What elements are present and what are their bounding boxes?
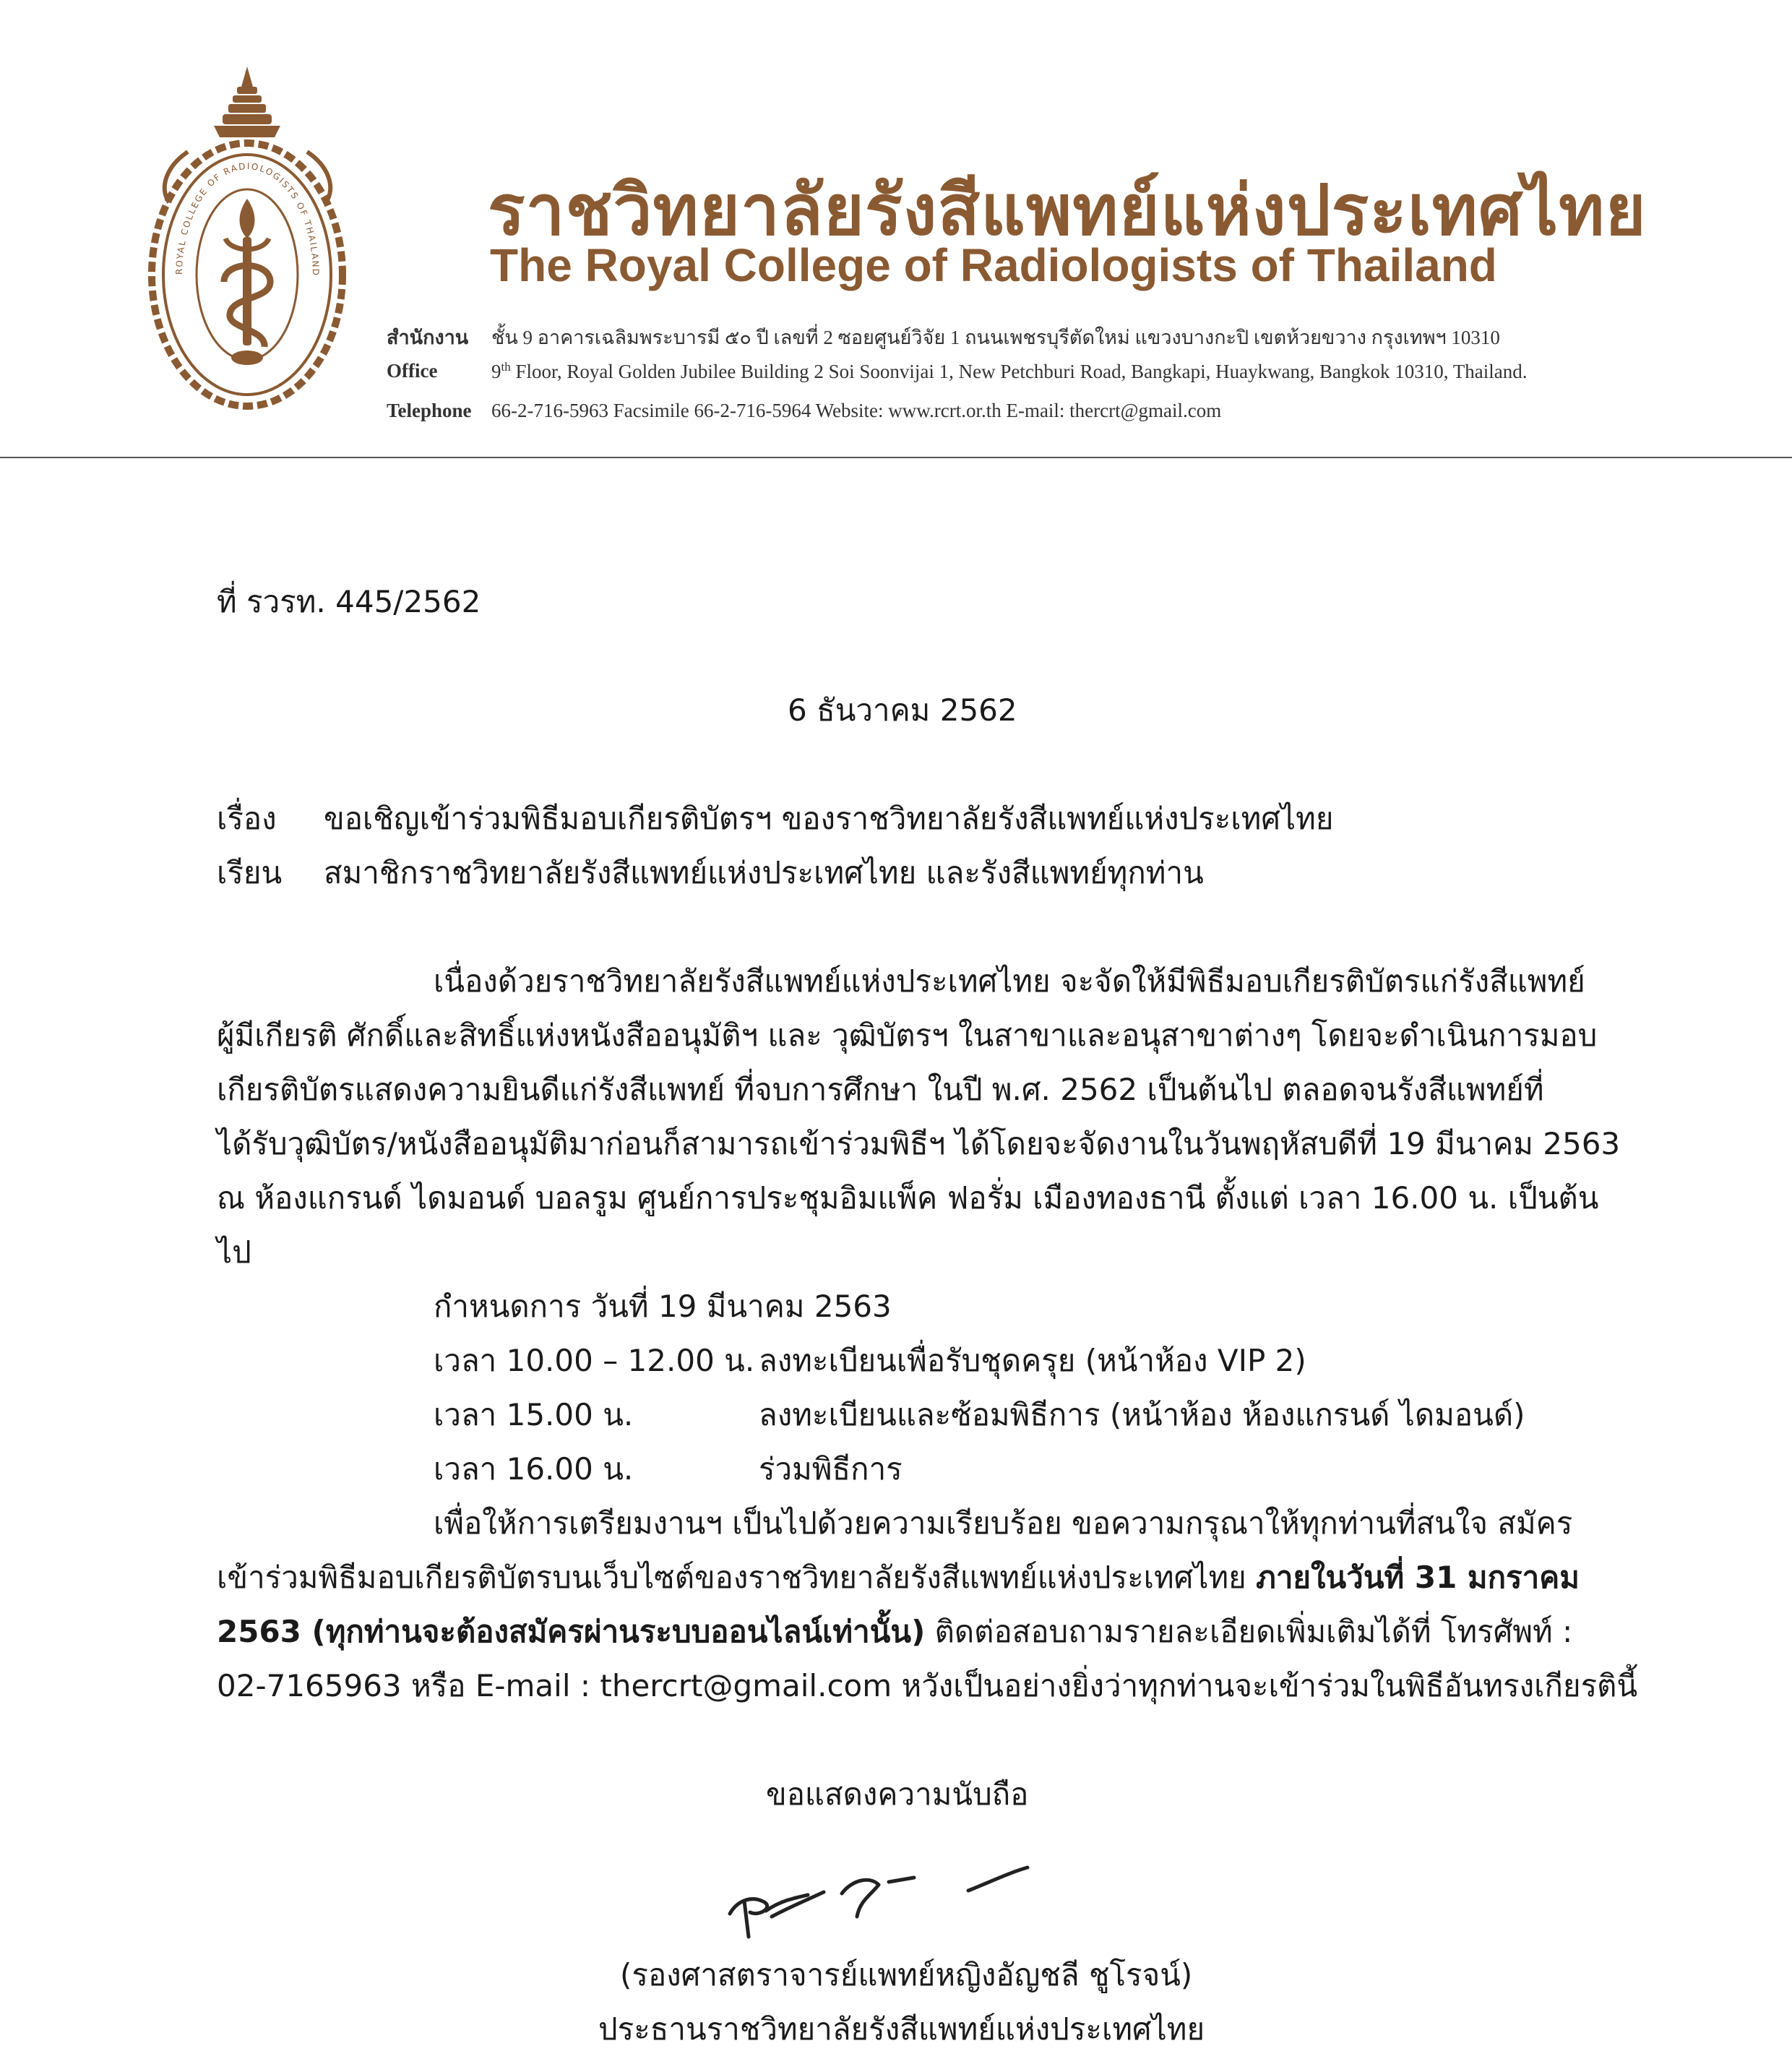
para2-line: 2563 (ทุกท่านจะต้องสมัครผ่านระบบออนไลน์เท่านั้น) ติดต่อสอบถามรายละเอียดเพิ่มเติมได้ที่ โทรศัพท์ : [217, 1614, 1573, 1649]
office-label-english: Office [387, 360, 438, 382]
office-address-thai: ชั้น 9 อาคารเฉลิมพระบารมี ๕๐ ปี เลขที่ 2 ซอยศูนย์วิจัย 1 ถนนเพชรบุรีตัดใหม่ แขวงบางกะปิ เขตห้วยขวาง กรุงเทพฯ 10310 [491, 327, 1500, 348]
online-only-notice: 2563 (ทุกท่านจะต้องสมัครผ่านระบบออนไลน์เท่านั้น) [217, 1614, 926, 1649]
signature [715, 1850, 1041, 1944]
subject-text: ขอเชิญเข้าร่วมพิธีมอบเกียรติบัตรฯ ของราชวิทยาลัยรังสีแพทย์แห่งประเทศไทย [324, 801, 1334, 836]
telephone-label: Telephone [387, 400, 472, 421]
office-address-english: 9th Floor, Royal Golden Jubilee Building 2 Soi Soonvijai 1, New Petchburi Road, Bangkapi, Huaykwang, Bangkok 10310, Thailand. [491, 360, 1528, 382]
header-divider [0, 457, 1792, 458]
schedule-activity: ร่วมพิธีการ [759, 1451, 903, 1487]
schedule-time: เวลา 16.00 น. [434, 1451, 634, 1487]
letter-date: 6 ธันวาคม 2562 [788, 692, 1017, 728]
para1-line: ไป [217, 1234, 251, 1270]
para2-line: เพื่อให้การเตรียมงานฯ เป็นไปด้วยความเรียบร้อย ขอความกรุณาให้ทุกท่านที่สนใจ สมัคร [434, 1505, 1573, 1541]
contact-line: 66-2-716-5963 Facsimile 66-2-716-5964 Website: www.rcrt.or.th E-mail: thercrt@gmail.com [491, 400, 1222, 421]
reference-number: ที่ รวรท. 445/2562 [217, 584, 481, 619]
para2-line: เข้าร่วมพิธีมอบเกียรติบัตรบนเว็บไซต์ของราชวิทยาลัยรังสีแพทย์แห่งประเทศไทย ภายในวันที่ 31 มกราคม [217, 1560, 1580, 1595]
signer-title: ประธานราชวิทยาลัยรังสีแพทย์แห่งประเทศไทย [598, 2011, 1205, 2047]
para1-line: เกียรติบัตรแสดงความยินดีแก่รังสีแพทย์ ที่จบการศึกษา ในปี พ.ศ. 2562 เป็นต้นไป ตลอดจนรังสีแพทย์ที่ [217, 1072, 1544, 1107]
closing-salutation: ขอแสดงความนับถือ [766, 1776, 1029, 1812]
college-name-english: The Royal College of Radiologists of Thailand [490, 239, 1497, 291]
para1-line: ผู้มีเกียรติ ศักดิ์และสิทธิ์แห่งหนังสืออนุมัติฯ และ วุฒิบัตรฯ ในสาขาและอนุสาขาต่างๆ โดยจะดำเนินการมอบ [217, 1018, 1598, 1053]
schedule-activity: ลงทะเบียนและซ้อมพิธีการ (หน้าห้อง ห้องแกรนด์ ไดมอนด์) [759, 1397, 1525, 1432]
office-label-thai: สำนักงาน [387, 327, 469, 348]
schedule-time: เวลา 10.00 – 12.00 น. [434, 1343, 755, 1378]
signer-name: (รองศาสตราจารย์แพทย์หญิงอัญชลี ชูโรจน์) [620, 1957, 1193, 1993]
schedule-title: กำหนดการ วันที่ 19 มีนาคม 2563 [434, 1289, 892, 1324]
para1-line: ณ ห้องแกรนด์ ไดมอนด์ บอลรูม ศูนย์การประชุมอิมแพ็ค ฟอรั่ม เมืองทองธานี ตั้งแต่ เวลา 16.00 น. เป็นต้น [217, 1180, 1599, 1216]
recipient-label: เรียน [217, 855, 283, 890]
college-seal-logo [145, 65, 350, 419]
schedule-time: เวลา 15.00 น. [434, 1397, 634, 1432]
college-name-thai: ราชวิทยาลัยรังสีแพทย์แห่งประเทศไทย [488, 172, 1647, 249]
registration-deadline: ภายในวันที่ 31 มกราคม [1256, 1560, 1580, 1595]
schedule-activity: ลงทะเบียนเพื่อรับชุดครุย (หน้าห้อง VIP 2) [759, 1343, 1306, 1378]
para1-line: ได้รับวุฒิบัตร/หนังสืออนุมัติมาก่อนก็สามารถเข้าร่วมพิธีฯ ได้โดยจะจัดงานในวันพฤหัสบดีที่ 19 มีนาคม 2563 [217, 1126, 1621, 1161]
svg-text:ROYAL COLLEGE OF RADIOLOGISTS: ROYAL COLLEGE OF RADIOLOGISTS OF THAILAND [173, 160, 322, 278]
para2-line: 02-7165963 หรือ E-mail : thercrt@gmail.com หวังเป็นอย่างยิ่งว่าทุกท่านจะเข้าร่วมในพิธีอันทรงเกียรตินี้ [217, 1668, 1638, 1703]
subject-label: เรื่อง [217, 801, 277, 836]
recipient-text: สมาชิกราชวิทยาลัยรังสีแพทย์แห่งประเทศไทย และรังสีแพทย์ทุกท่าน [324, 855, 1204, 890]
para1-line: เนื่องด้วยราชวิทยาลัยรังสีแพทย์แห่งประเทศไทย จะจัดให้มีพิธีมอบเกียรติบัตรแก่รังสีแพทย์ [434, 963, 1585, 999]
